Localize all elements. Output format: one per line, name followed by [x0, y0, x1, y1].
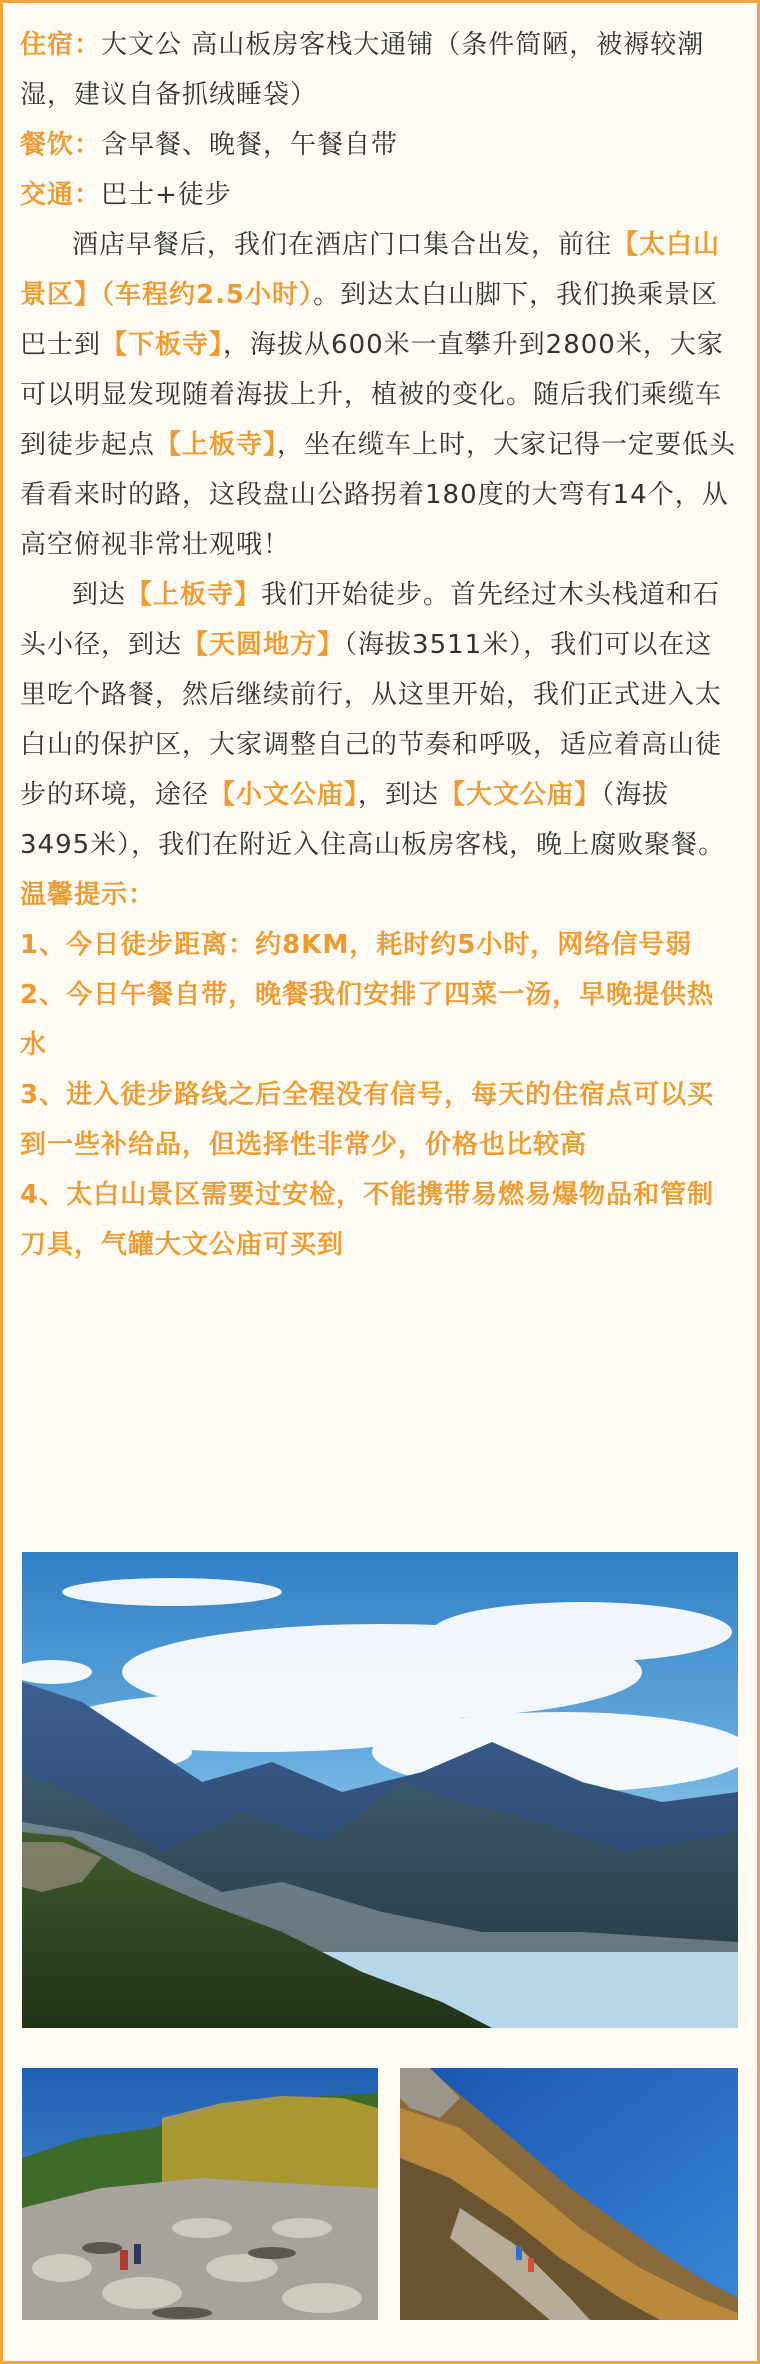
- para1-text-3: ，海拔从600米一直攀升到2800米，大家可以明显发现随着海拔上升，植被的变化。随后我们乘缆车到徒步起点: [20, 330, 724, 460]
- para1-highlight-taibai: 【太白山景区】（车程约2.5小时）: [20, 230, 721, 310]
- para2-text-3: （海拔3511米），我们可以在这里吃个路餐，然后继续前行，从这里开始，我们正式进入太白山的保护区，大家调整自己的节奏和呼吸，适应着高山徒步的环境，途径: [20, 630, 723, 810]
- para2-highlight-shangbansi: 【上板寺】: [126, 580, 262, 610]
- paragraph-1: [20, 220, 738, 570]
- para1-text-1: 酒店早餐后，我们在酒店门口集合出发，前往: [72, 230, 613, 260]
- mountain-landscape-photo: [22, 1552, 738, 2028]
- meals-line: [20, 120, 738, 170]
- paragraph-2: [20, 570, 738, 870]
- para1-highlight-shangbansi: 【上板寺】: [155, 430, 278, 460]
- para2-text-1: 到达: [72, 580, 127, 610]
- tip-item: 3、进入徒步路线之后全程没有信号，每天的住宿点可以买到一些补给品，但选择性非常少，价格也比较高: [20, 1080, 715, 1160]
- para1-text-4: ，坐在缆车上时，大家记得一定要低头看看来时的路，这段盘山公路拐着180度的大弯有14个，从高空俯视非常壮观哦！: [20, 430, 737, 560]
- para2-highlight-tianyuandifang: 【天圆地方】: [182, 630, 345, 660]
- para1-text-2: 。到达太白山脚下，我们换乘景区巴士到: [20, 280, 719, 360]
- transport-line: [20, 170, 738, 220]
- lodging-line: [20, 20, 738, 120]
- para2-highlight-xiaowengongmiao: 【小文公庙】: [209, 780, 359, 810]
- tip-item: 4、太白山景区需要过安检，不能携带易燃易爆物品和管制刀具，气罐大文公庙可买到: [20, 1180, 715, 1260]
- para2-text-5: （海拔3495米），我们在附近入住高山板房客栈，晚上腐败聚餐。: [20, 780, 726, 860]
- para2-text-4: ，到达: [358, 780, 440, 810]
- transport-text: 巴士+徒步: [101, 180, 232, 210]
- para2-highlight-dawengongmiao: 【大文公庙】: [439, 780, 602, 810]
- rocky-trail-photo: [22, 2068, 378, 2320]
- tip-item: 2、今日午餐自带，晚餐我们安排了四菜一汤，早晚提供热水: [20, 980, 715, 1060]
- itinerary-text: [20, 0, 738, 1270]
- para1-highlight-xiabansi: 【下板寺】: [101, 330, 224, 360]
- transport-label: 交通：: [20, 180, 102, 210]
- para2-text-2: 我们开始徒步。首先经过木头栈道和石头小径，到达: [20, 580, 721, 660]
- meals-text: 含早餐、晚餐，午餐自带: [101, 130, 399, 160]
- hillside-path-photo: [400, 2068, 738, 2320]
- tips-title: 温馨提示：: [20, 880, 156, 910]
- lodging-text: 大文公 高山板房客栈大通铺（条件简陋，被褥较潮湿，建议自备抓绒睡袋）: [20, 30, 705, 110]
- lodging-label: 住宿：: [20, 30, 102, 60]
- tip-item: 1、今日徒步距离：约8KM，耗时约5小时，网络信号弱: [20, 930, 693, 960]
- meals-label: 餐饮：: [20, 130, 102, 160]
